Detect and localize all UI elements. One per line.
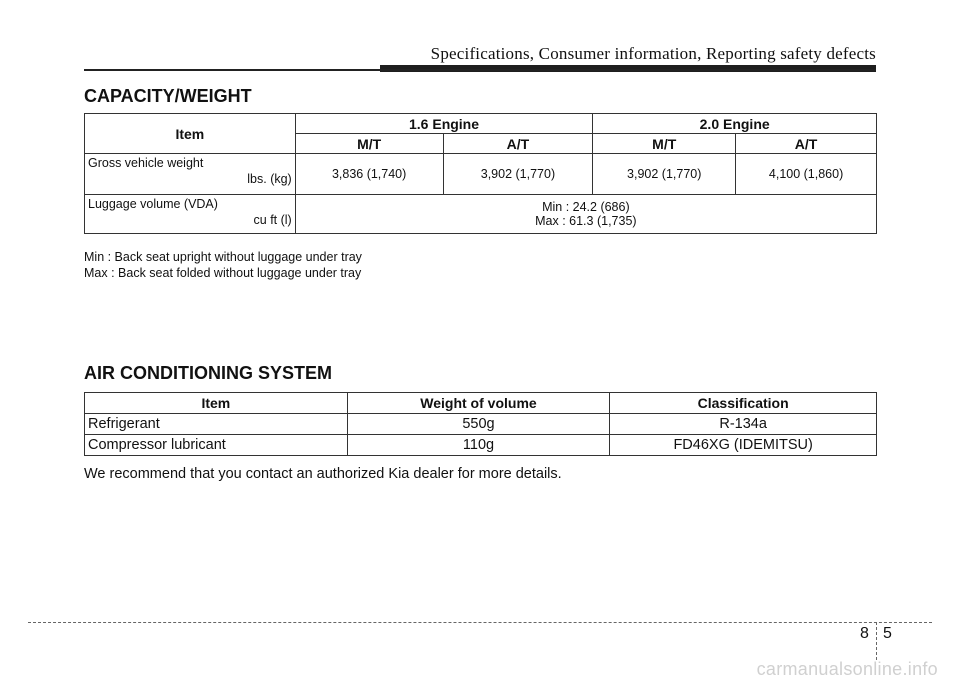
row-label: Luggage volume (VDA) <box>88 197 218 211</box>
header-title: Specifications, Consumer information, Reporting safety defects <box>430 44 876 63</box>
ac-heading: AIR CONDITIONING SYSTEM <box>84 363 333 383</box>
ac-header-weight: Weight of volume <box>347 393 610 414</box>
note-max: Max : Back seat folded without luggage under tray <box>84 266 362 280</box>
capacity-item-header: Item <box>85 114 296 154</box>
table-cell: 3,902 (1,770) <box>593 154 736 195</box>
table-cell: Refrigerant <box>85 414 348 435</box>
luggage-max: Max : 61.3 (1,735) <box>535 214 637 228</box>
capacity-heading: CAPACITY/WEIGHT <box>84 86 252 106</box>
row-label: Gross vehicle weight <box>88 156 204 170</box>
ac-table <box>84 392 877 456</box>
header-rule <box>84 69 876 71</box>
page-chapter: 8 <box>860 625 869 642</box>
trans-header: M/T <box>295 134 443 154</box>
engine-header-2-0: 2.0 Engine <box>593 114 877 134</box>
table-cell: Compressor lubricant <box>85 435 348 456</box>
luggage-volume-cell <box>295 195 876 234</box>
table-row <box>85 435 877 456</box>
row-item-cell <box>85 195 296 234</box>
engine-header-1-6: 1.6 Engine <box>295 114 593 134</box>
table-cell: 3,836 (1,740) <box>295 154 443 195</box>
table-row <box>85 195 877 234</box>
table-cell: 550g <box>347 414 610 435</box>
trans-header: A/T <box>736 134 877 154</box>
note-min: Min : Back seat upright without luggage under tray <box>84 250 362 264</box>
capacity-table <box>84 113 877 234</box>
row-unit: cu ft (l) <box>253 213 292 227</box>
table-cell: 110g <box>347 435 610 456</box>
row-unit: lbs. (kg) <box>247 172 292 186</box>
ac-header-classification: Classification <box>610 393 877 414</box>
page-number: 5 <box>883 625 892 642</box>
trans-header: M/T <box>593 134 736 154</box>
page-number-divider <box>876 622 877 660</box>
luggage-min: Min : 24.2 (686) <box>542 200 630 214</box>
table-row <box>85 154 877 195</box>
trans-header: A/T <box>443 134 593 154</box>
ac-header-item: Item <box>85 393 348 414</box>
recommend-text: We recommend that you contact an authorized Kia dealer for more details. <box>84 466 562 482</box>
table-cell: FD46XG (IDEMITSU) <box>610 435 877 456</box>
watermark: carmanualsonline.info <box>756 659 938 679</box>
footer-dashed-rule <box>28 622 932 623</box>
table-row <box>85 414 877 435</box>
table-cell: 3,902 (1,770) <box>443 154 593 195</box>
table-cell: R-134a <box>610 414 877 435</box>
capacity-notes <box>84 249 362 281</box>
row-item-cell <box>85 154 296 195</box>
table-cell: 4,100 (1,860) <box>736 154 877 195</box>
